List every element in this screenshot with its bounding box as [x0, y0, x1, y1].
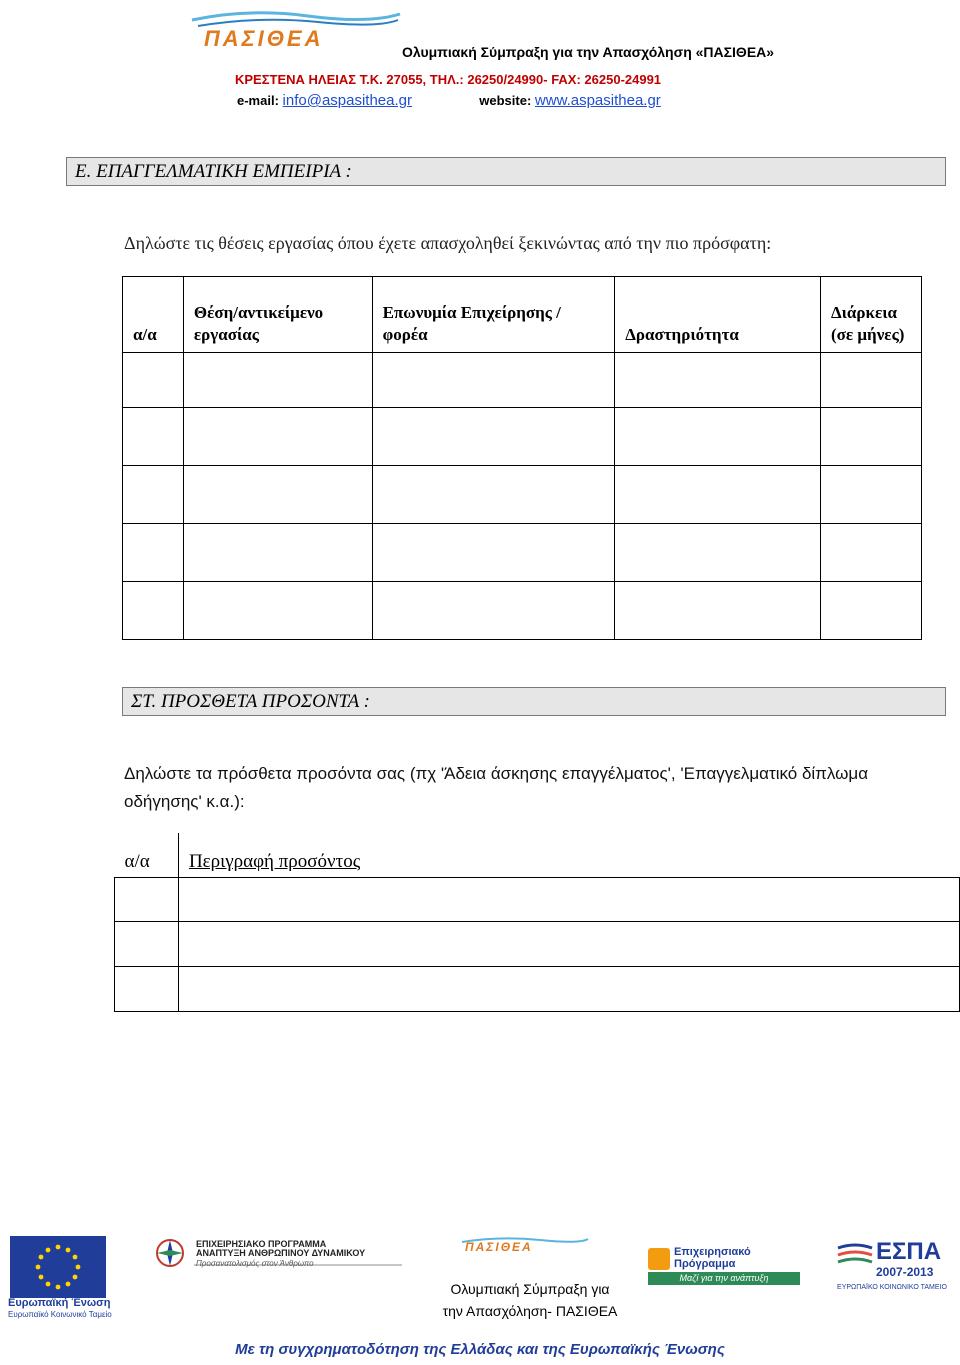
cell-input[interactable] [178, 966, 959, 1011]
espa-stripes-icon [836, 1242, 874, 1270]
op-title-line1: ΕΠΙΧΕΙΡΗΣΙΑΚΟ ΠΡΟΓΡΑΜΜΑ [196, 1239, 327, 1249]
qualifications-header-row [115, 833, 960, 877]
website-link[interactable]: www.aspasithea.gr [534, 92, 661, 109]
experience-table [122, 276, 922, 640]
experience-section-title: Ε. ΕΠΑΓΓΕΛΜΑΤΙΚΗ ΕΜΠΕΙΡΙΑ : [66, 157, 946, 186]
op-title-line2: ΑΝΑΠΤΥΞΗ ΑΝΘΡΩΠΙΝΟΥ ΔΥΝΑΜΙΚΟΥ [196, 1248, 366, 1258]
col-aa-header: α/α [115, 833, 179, 877]
eu-caption [8, 1298, 112, 1320]
table-row [123, 353, 922, 408]
cell-input[interactable] [615, 582, 821, 640]
cell-input[interactable] [123, 408, 184, 466]
espa-years: 2007-2013 [876, 1265, 934, 1279]
espa-title: ΕΣΠΑ [876, 1238, 942, 1265]
espa-fund: ΕΥΡΩΠΑΪΚΟ ΚΟΙΝΩΝΙΚΟ ΤΑΜΕΙΟ [837, 1284, 947, 1291]
qualifications-instruction: Δηλώστε τα πρόσθετα προσόντα σας (πχ 'Άδεια άσκησης επαγγέλματος', 'Επαγγελματικό δίπλωμα οδήγησης' κ.α.): [124, 764, 869, 811]
eu-flag-icon [10, 1236, 106, 1298]
cell-input[interactable] [123, 466, 184, 524]
table-row [123, 408, 922, 466]
eu-stars-icon [10, 1236, 106, 1298]
footer-org-line1: Ολυμπιακή Σύμπραξη για [450, 1281, 610, 1297]
epan-title: Επιχειρησιακό Πρόγραμμα [674, 1246, 751, 1270]
footer-org-line2: την Απασχόληση- ΠΑΣΙΘΕΑ [442, 1303, 618, 1319]
organization-address: ΚΡΕΣΤΕΝΑ ΗΛΕΙΑΣ Τ.Κ. 27055, ΤΗΛ.: 26250/24990- FAX: 26250-24991 [235, 72, 662, 87]
cell-input[interactable] [821, 408, 922, 466]
footer-organization [420, 1278, 640, 1322]
table-row [115, 877, 960, 921]
email-label: e-mail: [237, 93, 279, 108]
col-company-header: Επωνυμία Επιχείρησης / φορέα [372, 277, 615, 353]
cell-input[interactable] [183, 353, 372, 408]
epan-mark-icon [648, 1248, 670, 1270]
website-label: website: [479, 93, 532, 108]
op-subtitle: Προσανατολισμός στον Άνθρωπο [196, 1259, 314, 1268]
cell-input[interactable] [615, 524, 821, 582]
cell-input[interactable] [123, 353, 184, 408]
cell-input[interactable] [115, 877, 179, 921]
cell-input[interactable] [372, 582, 615, 640]
table-row [115, 921, 960, 966]
cell-input[interactable] [183, 466, 372, 524]
cell-input[interactable] [123, 582, 184, 640]
col-aa-header: α/α [123, 277, 184, 353]
op-title [196, 1240, 365, 1258]
col-description-header [178, 833, 959, 877]
eu-caption-line1: Ευρωπαϊκή Ένωση [8, 1297, 111, 1309]
pasithea-logo-text: ΠΑΣΙΘΕΑ [204, 26, 324, 51]
col-activity-header: Δραστηριότητα [615, 277, 821, 353]
cell-input[interactable] [372, 353, 615, 408]
epan-logo [648, 1244, 800, 1286]
cell-input[interactable] [183, 524, 372, 582]
cell-input[interactable] [178, 877, 959, 921]
cell-input[interactable] [123, 524, 184, 582]
eu-caption-line2: Ευρωπαϊκό Κοινωνικό Ταμείο [8, 1310, 112, 1319]
col-duration-header: Διάρκεια (σε μήνες) [821, 277, 922, 353]
table-row [115, 966, 960, 1011]
cell-input[interactable] [372, 466, 615, 524]
col-position-header: Θέση/αντικείμενο εργασίας [183, 277, 372, 353]
cell-input[interactable] [183, 582, 372, 640]
table-row [123, 524, 922, 582]
cell-input[interactable] [372, 408, 615, 466]
cell-input[interactable] [615, 353, 821, 408]
cell-input[interactable] [183, 408, 372, 466]
table-row [123, 466, 922, 524]
cofunding-statement: Με τη συγχρηματοδότηση της Ελλάδας και της Ευρωπαϊκής Ένωσης [235, 1341, 725, 1358]
cell-input[interactable] [821, 466, 922, 524]
cell-input[interactable] [372, 524, 615, 582]
table-row [123, 582, 922, 640]
cell-input[interactable] [115, 966, 179, 1011]
email-link[interactable]: info@aspasithea.gr [282, 92, 413, 109]
cell-input[interactable] [821, 353, 922, 408]
cell-input[interactable] [115, 921, 179, 966]
col-description-label: Περιγραφή προσόντος [188, 850, 361, 872]
cell-input[interactable] [821, 582, 922, 640]
experience-header-row [123, 277, 922, 353]
qualifications-section-title: ΣΤ. ΠΡΟΣΘΕΤΑ ΠΡΟΣΟΝΤΑ : [122, 687, 946, 716]
cell-input[interactable] [615, 408, 821, 466]
pasithea-footer-logo-text: ΠΑΣΙΘΕΑ [465, 1240, 533, 1254]
epan-subtitle: Μαζί για την ανάπτυξη [648, 1272, 800, 1285]
espa-logo [836, 1238, 948, 1294]
cell-input[interactable] [178, 921, 959, 966]
cell-input[interactable] [615, 466, 821, 524]
cell-input[interactable] [821, 524, 922, 582]
contact-line [237, 92, 661, 109]
qualifications-table [114, 833, 960, 1012]
experience-instruction: Δηλώστε τις θέσεις εργασίας όπου έχετε απασχοληθεί ξεκινώντας από την πιο πρόσφατη: [124, 233, 772, 253]
organization-name: Ολυμπιακή Σύμπραξη για την Απασχόληση «ΠΑΣΙΘΕΑ» [402, 44, 775, 60]
